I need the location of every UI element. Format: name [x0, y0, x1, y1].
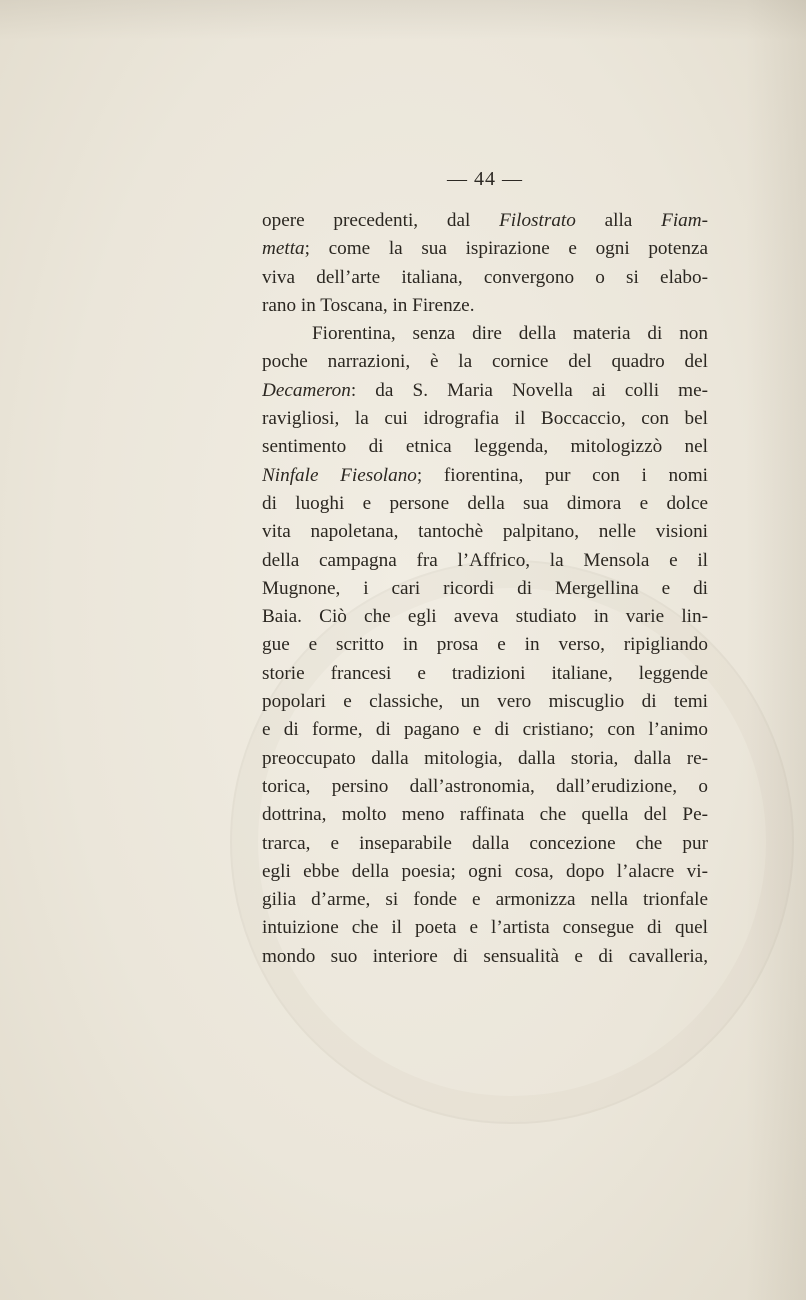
text-segment: gue e scritto in prosa e in verso, ripigliando — [262, 634, 708, 656]
text-line — [262, 405, 708, 433]
text-line — [262, 773, 708, 801]
text-line — [262, 575, 708, 603]
text-line — [262, 943, 708, 971]
text-line — [262, 462, 708, 490]
text-segment: torica, persino dall’astronomia, dall’erudizione, o — [262, 775, 708, 797]
text-segment: trarca, e inseparabile dalla concezione che pur — [262, 832, 708, 854]
text-segment: di luoghi e persone della sua dimora e dolce — [262, 492, 708, 514]
text-line — [262, 348, 708, 376]
text-segment: storie francesi e tradizioni italiane, leggende — [262, 662, 708, 684]
text-segment: viva dell’arte italiana, convergono o si elabo- — [262, 266, 708, 288]
text-segment: : da S. Maria Novella ai colli me- — [350, 379, 708, 401]
page-edge-shading — [746, 0, 806, 1300]
text-line — [262, 490, 708, 518]
text-segment: Mugnone, i cari ricordi di Mergellina e di — [262, 577, 708, 599]
text-segment: Fiorentina, senza dire della materia di non — [312, 323, 708, 345]
text-line — [262, 858, 708, 886]
italic-title: Ninfale Fiesolano — [262, 464, 417, 486]
text-segment: sentimento di etnica leggenda, mitologizzò nel — [262, 436, 708, 458]
text-line — [262, 433, 708, 461]
text-segment: e di forme, di pagano e di cristiano; con l’animo — [262, 719, 708, 741]
text-segment: Baia. Ciò che egli aveva studiato in varie lin- — [262, 606, 708, 628]
text-line — [262, 377, 708, 405]
page-top-shading — [0, 0, 806, 40]
text-segment: vita napoletana, tantochè palpitano, nelle visioni — [262, 521, 708, 543]
text-segment: ravigliosi, la cui idrografia il Boccaccio, con bel — [262, 408, 708, 430]
text-segment: rano in Toscana, in Firenze. — [262, 294, 475, 316]
italic-title: Fiam- — [661, 210, 708, 231]
text-line — [262, 886, 708, 914]
text-line — [262, 745, 708, 773]
text-line — [262, 292, 708, 320]
italic-title: metta — [262, 238, 305, 260]
text-line — [262, 716, 708, 744]
text-segment: mondo suo interiore di sensualità e di cavalleria, — [262, 945, 708, 967]
text-line — [262, 688, 708, 716]
text-segment: egli ebbe della poesia; ogni cosa, dopo l’alacre vi- — [262, 860, 708, 882]
italic-title: Filostrato — [499, 210, 576, 231]
text-segment: dottrina, molto meno raffinata che quella del Pe- — [262, 804, 708, 826]
text-line — [262, 603, 708, 631]
text-segment: della campagna fra l’Affrico, la Mensola e il — [262, 549, 708, 571]
text-line — [262, 518, 708, 546]
text-line — [262, 631, 708, 659]
text-segment: intuizione che il poeta e l’artista consegue di quel — [262, 917, 708, 939]
text-line — [262, 660, 708, 688]
text-line — [262, 207, 708, 235]
text-segment: ; fiorentina, pur con i nomi — [416, 464, 708, 486]
text-segment: ; come la sua ispirazione e ogni potenza — [304, 238, 708, 260]
text-segment: alla — [575, 210, 662, 231]
text-line — [262, 235, 708, 263]
page-number: — 44 — — [447, 168, 523, 190]
text-line — [262, 320, 708, 348]
text-line — [262, 264, 708, 292]
italic-title: Decameron — [262, 379, 351, 401]
text-segment: poche narrazioni, è la cornice del quadro del — [262, 351, 708, 373]
text-line — [262, 914, 708, 942]
text-segment: preoccupato dalla mitologia, dalla storia, dalla re- — [262, 747, 708, 769]
text-segment: opere precedenti, dal — [262, 210, 500, 231]
text-segment: popolari e classiche, un vero miscuglio di temi — [262, 691, 708, 713]
text-line — [262, 801, 708, 829]
text-line — [262, 547, 708, 575]
text-line — [262, 830, 708, 858]
body-text — [262, 207, 708, 971]
text-segment: gilia d’arme, si fonde e armonizza nella trionfale — [262, 889, 708, 911]
